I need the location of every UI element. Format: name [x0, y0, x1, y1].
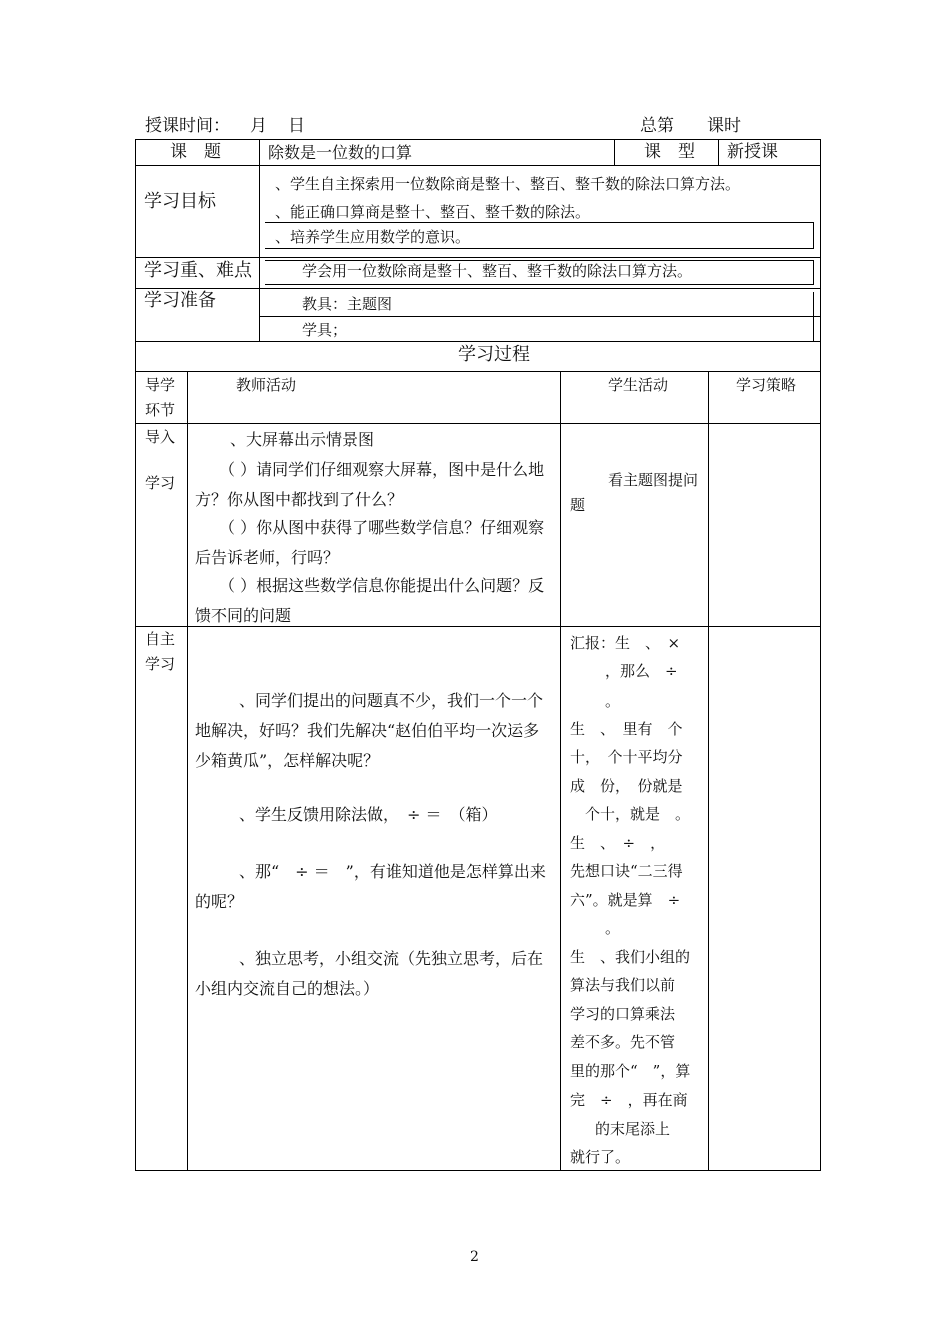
process-title: 学习过程 [458, 344, 530, 365]
goal-item-2: 、能正确口算商是整十、整百、整千数的除法。 [275, 203, 591, 221]
row2-stage-line1: 自主 [145, 630, 176, 648]
row2-student-line-3: 。 [605, 692, 621, 710]
row2-student-line-9: 先想口诀“二三得 [570, 862, 683, 880]
goal-item-3: 、培养学生应用数学的意识。 [275, 228, 471, 246]
row2-student-line-2: ，那么 ÷ [605, 662, 678, 680]
col-strategy-header: 学习策略 [736, 376, 797, 394]
row2-student-line-7: 个十，就是 。 [570, 805, 691, 823]
topic-value: 除数是一位数的口算 [268, 143, 413, 162]
row2-student-line-18: 的末尾添上 [595, 1120, 671, 1138]
row2-teacher-item-4: 、独立思考，小组交流（先独立思考，后在小组内交流自己的想法。） [195, 949, 544, 998]
period-label: 课时 [707, 116, 741, 136]
goal-item-1: 、学生自主探索用一位数除商是整十、整百、整千数的除法口算方法。 [275, 175, 741, 193]
row2-stage-line2: 学习 [145, 655, 176, 673]
goal-label: 学习目标 [144, 191, 216, 212]
col-stage-line2: 环节 [145, 401, 176, 419]
row1-teacher-item-3: （ ）你从图中获得了哪些数学信息？仔细观察后告诉老师，行吗？ [195, 518, 545, 567]
row2-student-line-14: 学习的口算乘法 [570, 1005, 676, 1023]
total-label: 总第 [640, 116, 674, 136]
row2-teacher-item-3: 、那“ ÷ ＝ ”，有谁知道他是怎样算出来的呢？ [195, 862, 546, 911]
row2-student-line-10: 六”。就是算 ÷ [570, 891, 681, 909]
row2-student-line-15: 差不多。先不管 [570, 1033, 676, 1051]
row2-teacher-item-2: 、学生反馈用除法做， ÷ ＝ （箱） [239, 805, 498, 824]
row1-teacher-item-2: （ ）请同学们仔细观察大屏幕，图中是什么地方？你从图中都找到了什么？ [195, 460, 545, 509]
day-label: 日 [288, 116, 305, 136]
row2-student-line-19: 就行了。 [570, 1148, 631, 1166]
page-number: 2 [470, 1249, 479, 1265]
row2-student-line-11: 。 [605, 919, 621, 937]
type-label: 课 型 [644, 142, 695, 162]
prep-label: 学习准备 [144, 290, 216, 311]
prep-learning-aid: 学具； [302, 321, 348, 339]
row2-student-line-8: 生 、 ÷ ， [570, 834, 666, 852]
row2-student-line-5: 十， 个十平均分 [570, 748, 683, 766]
row2-student-line-1: 汇报：生 、 × [570, 634, 681, 652]
type-value: 新授课 [727, 142, 778, 162]
key-label: 学习重、难点 [144, 260, 252, 281]
row2-student-line-6: 成 份， 份就是 [570, 777, 683, 795]
month-label: 月 [250, 116, 267, 136]
date-label: 授课时间： [145, 116, 230, 136]
row1-stage-line2: 学习 [145, 474, 176, 492]
col-student-header: 学生活动 [608, 376, 669, 394]
row2-teacher-item-1: 、同学们提出的问题真不少，我们一个一个地解决，好吗？我们先解决“赵伯伯平均一次运多少箱黄瓜”，怎样解决呢？ [195, 691, 544, 770]
row2-student-line-4: 生 、 里有 个 [570, 720, 683, 738]
row2-student-line-13: 算法与我们以前 [570, 976, 676, 994]
row1-teacher-item-1: 、大屏幕出示情景图 [230, 430, 375, 449]
row1-stage-line1: 导入 [145, 428, 176, 446]
col-stage-line1: 导学 [145, 376, 176, 394]
topic-label: 课 题 [170, 142, 221, 162]
col-teacher-header: 教师活动 [236, 376, 297, 394]
row2-student-line-17: 完 ÷ ，再在商 [570, 1091, 688, 1109]
row2-student-line-12: 生 、我们小组的 [570, 948, 691, 966]
key-value: 学会用一位数除商是整十、整百、整千数的除法口算方法。 [302, 262, 693, 280]
prep-teaching-aid: 教具：主题图 [302, 295, 393, 313]
row1-student-activity: 看主题图提问题 [570, 471, 699, 514]
row1-teacher-item-4: （ ）根据这些数学信息你能提出什么问题？反馈不同的问题 [195, 576, 545, 625]
row2-student-line-16: 里的那个“ ”，算 [570, 1062, 691, 1080]
